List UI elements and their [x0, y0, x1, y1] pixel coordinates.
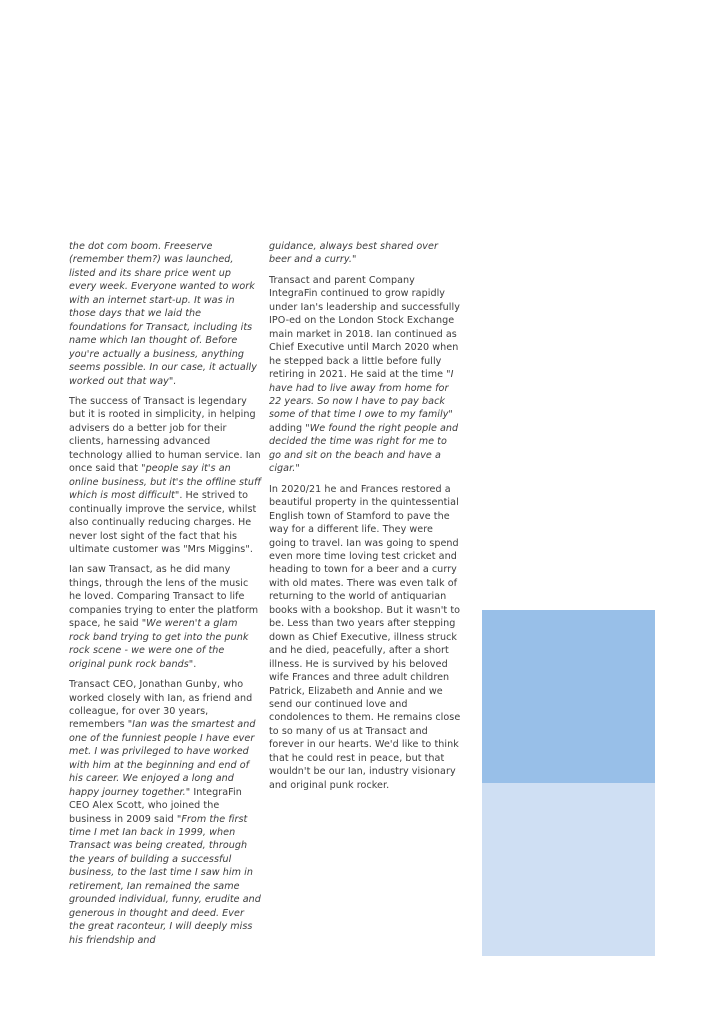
paragraph-tributes: Transact CEO, Jonathan Gunby, who worked closely with Ian, as friend and colleague, for over 30 years, remembers "Ian was the smartest and one of the funniest people I have ever met. I was privileged to have worked with him at the beginning and end of his career. We enjoyed a long and happy journey together." IntegraFin CEO Alex Scott, who joined the business in 2009 said "From the first time I met Ian back in 1999, when Transact was being created, through the years of building a successful business, to the last time I saw him in retirement, Ian remained the same grounded individual, funny, erudite and generous in thought and deed. Ever the great raconteur, I will deeply miss his friendship and [69, 679, 261, 946]
left-column [69, 240, 261, 954]
decorative-block-light-blue [482, 783, 655, 956]
decorative-block-dark-blue [482, 610, 655, 783]
paragraph-success: The success of Transact is legendary but it is rooted in simplicity, in helping advisers do a better job for their clients, harnessing advanced technology allied to human service. Ian once said that "people say it's an online business, but it's the offline stuff which is most difficult". He strived to continually improve the service, whilst also continually reducing charges. He never lost sight of the fact that his ultimate customer was "Mrs Miggins". [69, 395, 261, 555]
paragraph-growth: Transact and parent Company IntegraFin continued to grow rapidly under Ian's leadership and successfully IPO-ed on the London Stock Exchange main market in 2018. Ian continued as Chief Executive until March 2020 when he stepped back a little before fully retiring in 2021. He said at the time "I have had to live away from home for 22 years. So now I have to pay back some of that time I owe to my family" adding "We found the right people and decided the time was right for me to go and sit on the beach and have a cigar." [269, 274, 460, 475]
paragraph-stamford: In 2020/21 he and Frances restored a beautiful property in the quintessential English town of Stamford to pave the way for a different life. They were going to travel. Ian was going to spend even more time loving test cricket and heading to town for a beer and a curry with old mates. There was even talk of returning to the world of antiquarian books with a bookshop. But it wasn't to be. Less than two years after stepping down as Chief Executive, illness struck and he died, peacefully, after a short illness. He is survived by his beloved wife Frances and three adult children Patrick, Elizabeth and Annie and we send our continued love and condolences to them. He remains close to so many of us at Transact and forever in our hearts. We'd like to think that he could rest in peace, but that wouldn't be our Ian, industry visionary and original punk rocker. [269, 483, 461, 791]
paragraph-dotcom: the dot com boom. Freeserve (remember them?) was launched, listed and its share price went up every week. Everyone wanted to work with an internet start-up. It was in those days that we laid the foundations for Transact, including its name which Ian thought of. Before you're actually a business, anything seems possible. In our case, it actually worked out that way". [69, 241, 257, 387]
paragraph-guidance: guidance, always best shared over beer and a curry." [269, 241, 438, 266]
paragraph-music: Ian saw Transact, as he did many things, through the lens of the music he loved. Comparing Transact to life companies trying to enter the platform space, he said "We weren't a glam rock band trying to get into the punk rock scene - we were one of the original punk rock bands". [69, 564, 259, 670]
right-column [269, 240, 461, 799]
